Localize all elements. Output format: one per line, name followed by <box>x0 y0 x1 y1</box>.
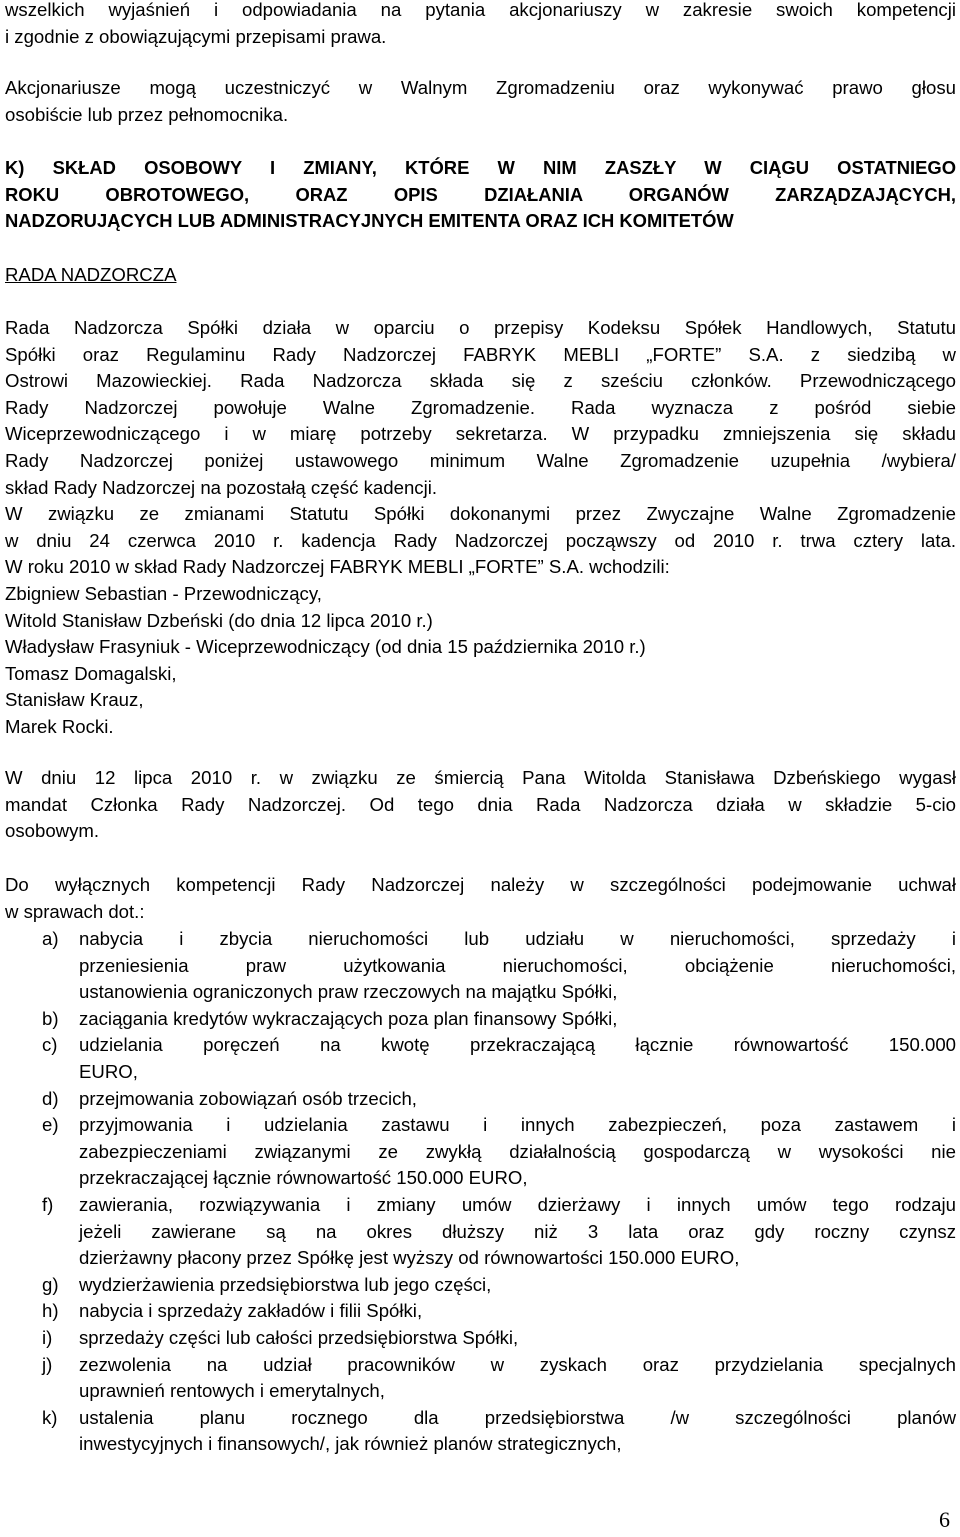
competence-line: dzierżawny płacony przez Spółkę jest wyższy od równowartości 150.000 EURO, <box>79 1247 740 1269</box>
text-line: i zgodnie z obowiązującymi przepisami prawa. <box>5 25 387 47</box>
list-marker: d) <box>42 1087 59 1109</box>
text-line: Wiceprzewodniczącego i w miarę potrzeby sekretarza. W przypadku zmniejszenia się składu <box>5 423 956 445</box>
competence-line: przeniesienia praw użytkowania nieruchomości, obciążenie nieruchomości, <box>79 954 956 976</box>
competence-line: udzielania poręczeń na kwotę przekraczającą łącznie równowartość 150.000 <box>79 1034 956 1056</box>
heading-line: ROKU OBROTOWEGO, ORAZ OPIS DZIAŁANIA ORGANÓW ZARZĄDZAJĄCYCH, <box>5 183 956 205</box>
text-line: Spółki oraz Regulaminu Rady Nadzorczej FABRYK MEBLI „FORTE” S.A. z siedzibą w <box>5 343 956 365</box>
text-line: W dniu 12 lipca 2010 r. w związku ze śmiercią Pana Witolda Stanisława Dzbeńskiego wygasł <box>5 767 956 788</box>
list-marker: e) <box>42 1114 59 1136</box>
text-line: w sprawach dot.: <box>5 900 145 922</box>
competences-list <box>5 926 956 1458</box>
shareholders-paragraph <box>5 75 956 128</box>
competence-line: EURO, <box>79 1060 138 1082</box>
competence-line: uprawnień rentowych i emerytalnych, <box>79 1380 385 1402</box>
member-line: Zbigniew Sebastian - Przewodniczący, <box>5 582 322 604</box>
competence-line: inwestycyjnych i finansowych/, jak również planów strategicznych, <box>79 1433 622 1455</box>
competence-line: nabycia i sprzedaży zakładów i filii Spółki, <box>79 1300 423 1322</box>
text-line: osobiście lub przez pełnomocnika. <box>5 103 289 125</box>
text-line: W roku 2010 w skład Rady Nadzorczej FABRYK MEBLI „FORTE” S.A. wchodzili: <box>5 556 670 578</box>
list-marker: b) <box>42 1007 59 1029</box>
competence-line: zaciągania kredytów wykraczających poza plan finansowy Spółki, <box>79 1007 618 1029</box>
competence-item <box>5 1086 956 1113</box>
list-marker: i) <box>42 1326 53 1348</box>
member-line: Witold Stanisław Dzbeński (do dnia 12 lipca 2010 r.) <box>5 609 433 631</box>
list-marker: a) <box>42 928 59 949</box>
section-heading <box>5 155 956 235</box>
competence-line: przejmowania zobowiązań osób trzecich, <box>79 1087 417 1109</box>
competence-line: ustanowienia ograniczonych praw rzeczowych na majątku Spółki, <box>79 981 618 1003</box>
competence-line: zabezpieczeniami związanymi ze zwykłą działalnością gospodarczą w wysokości nie <box>79 1140 956 1162</box>
text-line: Rady Nadzorczej powołuje Walne Zgromadzenie. Rada wyznacza z pośród siebie <box>5 396 956 418</box>
list-marker: h) <box>42 1300 59 1322</box>
text-line: osobowym. <box>5 820 100 842</box>
heading-line: NADZORUJĄCYCH LUB ADMINISTRACYJNYCH EMITENTA ORAZ ICH KOMITETÓW <box>5 210 734 232</box>
heading-line: K) SKŁAD OSOBOWY I ZMIANY, KTÓRE W NIM ZASZŁY W CIĄGU OSTATNIEGO <box>5 157 956 178</box>
member-line: Stanisław Krauz, <box>5 689 144 711</box>
competence-item <box>5 1006 956 1033</box>
intro-paragraph <box>5 0 956 50</box>
text-line: W związku ze zmianami Statutu Spółki dokonanymi przez Zwyczajne Walne Zgromadzenie <box>5 503 956 525</box>
text-line: Akcjonariusze mogą uczestniczyć w Walnym Zgromadzeniu oraz wykonywać prawo głosu <box>5 77 956 98</box>
competence-item <box>5 1192 956 1272</box>
competence-item <box>5 1032 956 1085</box>
text-line: skład Rady Nadzorczej na pozostałą część kadencji. <box>5 476 438 498</box>
page-number: 6 <box>939 1507 950 1532</box>
competence-line: ustalenia planu rocznego dla przedsiębiorstwa /w szczególności planów <box>79 1406 956 1428</box>
competence-line: zawierania, rozwiązywania i zmiany umów dzierżawy i innych umów tego rodzaju <box>79 1193 956 1215</box>
competence-item <box>5 1405 956 1458</box>
competence-line: sprzedaży części lub całości przedsiębiorstwa Spółki, <box>79 1326 519 1348</box>
competence-item <box>5 1272 956 1299</box>
death-note-paragraph <box>5 765 956 845</box>
member-line: Marek Rocki. <box>5 715 114 737</box>
competence-item <box>5 1352 956 1405</box>
competence-line: przekraczającej łącznie równowartość 150.000 EURO, <box>79 1167 528 1189</box>
competence-line: nabycia i zbycia nieruchomości lub udziału w nieruchomości, sprzedaży i <box>79 928 956 949</box>
text-line: Rady Nadzorczej poniżej ustawowego minimum Walne Zgromadzenie uzupełnia /wybiera/ <box>5 449 956 471</box>
list-marker: j) <box>42 1353 53 1375</box>
competence-line: wydzierżawienia przedsiębiorstwa lub jego części, <box>79 1273 492 1295</box>
member-line: Władysław Frasyniuk - Wiceprzewodniczący (od dnia 15 października 2010 r.) <box>5 636 646 658</box>
member-line: Tomasz Domagalski, <box>5 662 177 684</box>
list-marker: c) <box>42 1034 58 1056</box>
subheading: RADA NADZORCZA <box>5 264 177 285</box>
text-line: mandat Członka Rady Nadzorczej. Od tego dnia Rada Nadzorcza działa w składzie 5-cio <box>5 793 956 815</box>
list-marker: g) <box>42 1273 59 1295</box>
text-line: Ostrowi Mazowieckiej. Rada Nadzorcza składa się z sześciu członków. Przewodniczącego <box>5 370 956 392</box>
competence-item <box>5 1325 956 1352</box>
text-line: Do wyłącznych kompetencji Rady Nadzorczej należy w szczególności podejmowanie uchwał <box>5 874 956 895</box>
competence-line: jeżeli zawierane są na okres dłuższy niż 3 lata oraz gdy roczny czynsz <box>79 1220 956 1242</box>
competence-line: zezwolenia na udział pracowników w zyskach oraz przydzielania specjalnych <box>79 1353 956 1375</box>
text-line: w dniu 24 czerwca 2010 r. kadencja Rady Nadzorczej począwszy od 2010 r. trwa cztery lata. <box>5 529 956 551</box>
competence-line: przyjmowania i udzielania zastawu i innych zabezpieczeń, poza zastawem i <box>79 1114 956 1136</box>
list-marker: k) <box>42 1406 58 1428</box>
text-line: Rada Nadzorcza Spółki działa w oparciu o przepisy Kodeksu Spółek Handlowych, Statutu <box>5 317 956 338</box>
text-line: wszelkich wyjaśnień i odpowiadania na pytania akcjonariuszy w zakresie swoich kompetencji <box>5 0 956 20</box>
competence-item <box>5 926 956 1006</box>
competences-intro-paragraph <box>5 872 956 925</box>
competence-item <box>5 1298 956 1325</box>
list-marker: f) <box>42 1193 54 1215</box>
supervisory-board-paragraph <box>5 315 956 741</box>
competence-item <box>5 1112 956 1192</box>
